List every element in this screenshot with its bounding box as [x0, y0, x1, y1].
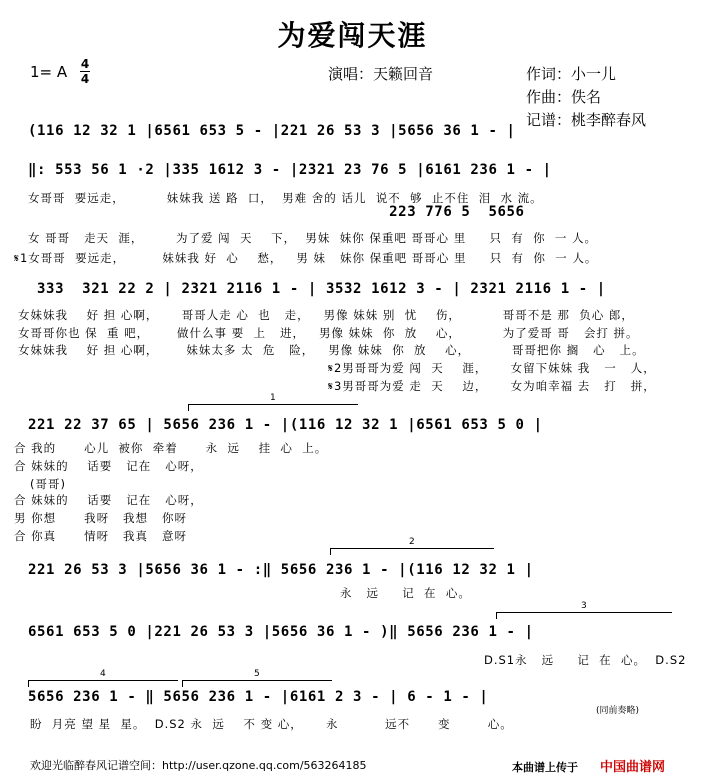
lyric-line: 男 你想 我呀 我想 你呀 — [14, 511, 188, 525]
lyricist-credit: 作词：小一儿 — [526, 65, 617, 83]
lyric-line: 女哥哥你也 保 重 吧， 做什么事 要 上 进， 男像 妹妹 你 放 心， 为了爱哥 哥 会打 拼。 — [18, 326, 639, 340]
composer-credit: 作曲：佚名 — [526, 88, 602, 106]
notation-row: (116 12 32 1 |6561 653 5 - |221 26 53 3 |5656 36 1 - | — [28, 123, 516, 139]
time-signature-top: 4 — [80, 57, 90, 71]
lyric-line: 女妹妹我 好 担 心啊， 妹妹太多 太 危 险， 男像 妹妹 你 放 心， 哥哥把你 搁 心 上。 — [18, 343, 645, 357]
lyric-line: 𝄋1女哥哥 要远走， 妹妹我 好 心 愁， 男 妹 妹你 保重吧 哥哥心 里 只 有 你 一 人。 — [14, 251, 598, 265]
lyric-line: 女妹妹我 好 担 心啊， 哥哥人走 心 也 走， 男像 妹妹 别 忧 伤， 哥哥不是 那 负心 郎， — [18, 308, 634, 322]
lyric-line: 永 远 记 在 心。 — [340, 586, 471, 600]
singer-credit: 演唱：天籁回音 — [328, 65, 434, 83]
notation-row: 333 321 22 2 | 2321 2116 1 - | 3532 1612 3 - | 2321 2116 1 - | — [28, 281, 606, 297]
lyric-line: 合 你真 情呀 我真 意呀 — [14, 529, 188, 543]
lyric-line: 𝄋3男哥哥为爱 走 天 边， 女为咱幸福 去 打 拼， — [328, 379, 656, 393]
notation-row: 221 26 53 3 |5656 36 1 - :‖ 5656 236 1 - |(116 12 32 1 | — [28, 562, 534, 578]
score-title: 为爱闯天涯 — [277, 19, 428, 52]
volta-number: 5 — [254, 669, 260, 679]
volta-number: 3 — [581, 601, 587, 611]
notation-row: 5656 236 1 - ‖ 5656 236 1 - |6161 2 3 - | 6 - 1 - | — [28, 689, 489, 705]
lyric-line: 合 我的 心儿 被你 牵着 永 远 挂 心 上。 — [14, 441, 328, 455]
footer-upload-text: 本曲谱上传于 — [512, 761, 578, 774]
lyric-line: D.S1永 远 记 在 心。 D.S2 — [484, 653, 687, 667]
volta-number: 4 — [100, 669, 106, 679]
tail-note: (同前奏略) — [596, 706, 640, 716]
transcriber-credit: 记谱：桃李醉春风 — [526, 111, 647, 129]
volta-bracket — [28, 680, 178, 681]
volta-bracket — [182, 680, 332, 681]
time-signature-bottom: 4 — [80, 72, 90, 86]
notation-row: ‖: 553 56 1 ·2 |335 1612 3 - |2321 23 76 5 |6161 236 1 - | — [28, 162, 552, 178]
lyric-line: 合 妹妹的 话要 记在 心呀， — [14, 459, 203, 473]
time-signature — [80, 58, 90, 85]
site-logo-text: 中国曲谱网 — [600, 760, 666, 775]
volta-number: 1 — [270, 393, 276, 403]
footer-link[interactable]: 欢迎光临醉春风记谱空间：http://user.qzone.qq.com/563264185 — [30, 759, 367, 772]
lyric-line: 𝄋2男哥哥为爱 闯 天 涯， 女留下妹妹 我 一 人， — [328, 361, 656, 375]
site-logo — [600, 756, 665, 775]
volta-bracket — [330, 548, 494, 549]
notation-row: 6561 653 5 0 |221 26 53 3 |5656 36 1 - )‖ 5656 236 1 - | — [28, 624, 534, 640]
notation-row: 221 22 37 65 | 5656 236 1 - |(116 12 32 1 |6561 653 5 0 | — [28, 417, 543, 433]
lyric-line: 女 哥哥 走天 涯， 为了爱 闯 天 下， 男妹 妹你 保重吧 哥哥心 里 只 有 你 一 人。 — [28, 231, 598, 245]
lyric-line: 女哥哥 要远走， 妹妹我 送 路 口， 男难 舍的 话儿 说不 够 止不住 泪 水 流。 — [28, 191, 543, 205]
volta-number: 2 — [409, 537, 415, 547]
key-signature: 1= A — [30, 63, 68, 81]
volta-bracket — [496, 612, 672, 613]
lyric-line: 盼 月亮 望 星 星。 D.S2 永 远 不 变 心， 永 远不 变 心。 — [30, 717, 513, 731]
notation-row: 223 776 5 5656 — [28, 204, 525, 220]
lyric-line: 合 妹妹的 话要 记在 心呀， — [14, 493, 203, 507]
lyric-line: (哥哥) — [30, 477, 66, 491]
volta-bracket — [188, 404, 358, 405]
